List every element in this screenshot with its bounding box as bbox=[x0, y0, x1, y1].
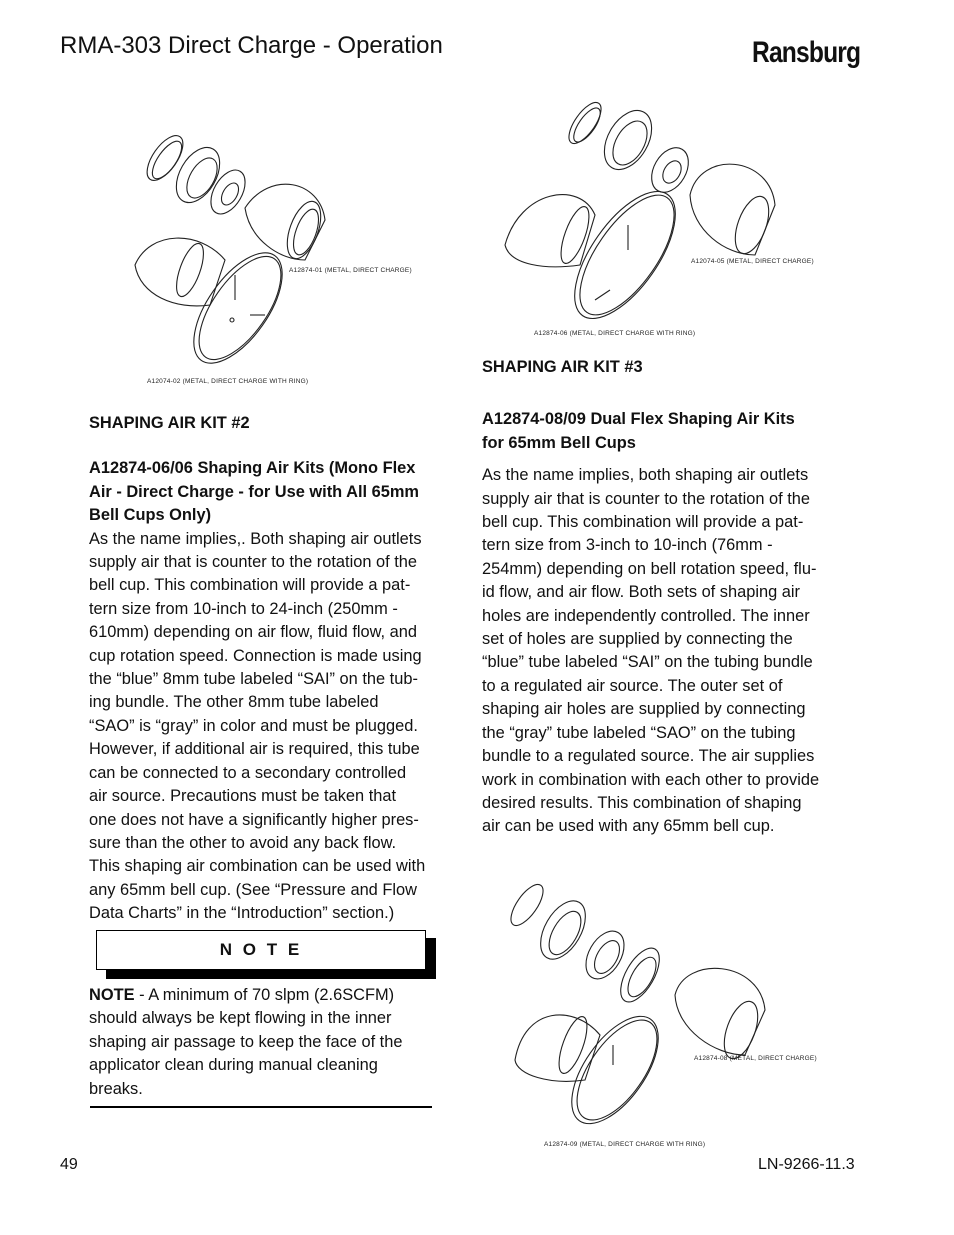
note-line: shaping air passage to keep the face of the bbox=[89, 1032, 403, 1051]
body-line: air source. Precautions must be taken that bbox=[89, 787, 397, 806]
body-line: to a regulated air source. The outer set of bbox=[482, 676, 783, 695]
body-line: id flow, and air flow. Both sets of shaping air bbox=[482, 583, 800, 602]
body-line: tern size from 3-inch to 10-inch (76mm - bbox=[482, 536, 773, 555]
note-line: should always be kept flowing in the inner bbox=[89, 1009, 392, 1028]
subheading-line: A12874-08/09 Dual Flex Shaping Air Kits bbox=[482, 410, 795, 429]
subheading-line: Bell Cups Only) bbox=[89, 506, 212, 525]
figure-caption: A12874-06 (METAL, DIRECT CHARGE WITH RING) bbox=[534, 330, 696, 337]
left-column bbox=[89, 412, 449, 926]
exploded-view-figure-1 bbox=[120, 120, 420, 370]
exploded-view-figure-3 bbox=[505, 875, 805, 1135]
body-line: set of holes are supplied by connecting the bbox=[482, 630, 793, 649]
note-line: - A minimum of 70 slpm (2.6SCFM) bbox=[134, 986, 395, 1004]
body-line: air can be used with any 65mm bell cup. bbox=[482, 817, 775, 836]
body-line: 610mm) depending on air flow, fluid flow, and bbox=[89, 623, 418, 642]
body-line: one does not have a significantly higher pres- bbox=[89, 810, 419, 829]
body-line: As the name implies, both shaping air outlets bbox=[482, 466, 809, 485]
note-title: N O T E bbox=[219, 940, 303, 959]
figure-caption: A12874-08 (METAL, DIRECT CHARGE) bbox=[694, 1055, 817, 1062]
subheading-line: Air - Direct Charge - for Use with All 65mm bbox=[89, 482, 420, 501]
body-line: sure than the other to avoid any back flow. bbox=[89, 833, 397, 852]
body-line: the “blue” 8mm tube labeled “SAI” on the tub- bbox=[89, 670, 418, 689]
note-text bbox=[89, 984, 449, 1101]
note-label: NOTE bbox=[89, 986, 135, 1004]
brand-logo: Ransburg bbox=[752, 36, 861, 69]
section-heading-kit-3: SHAPING AIR KIT #3 bbox=[482, 358, 643, 376]
body-line: bell cup. This combination will provide a pat- bbox=[89, 576, 411, 595]
note-box bbox=[96, 930, 426, 970]
body-line: cup rotation speed. Connection is made using bbox=[89, 646, 422, 665]
page-title: RMA-303 Direct Charge - Operation bbox=[60, 32, 443, 59]
body-line: As the name implies,. Both shaping air outlets bbox=[89, 529, 422, 548]
body-line: However, if additional air is required, this tube bbox=[89, 740, 420, 759]
document-number: LN-9266-11.3 bbox=[758, 1156, 855, 1173]
body-line: “SAO” is “gray” in color and must be plugged. bbox=[89, 716, 418, 735]
body-line: the “gray” tube labeled “SAO” on the tubing bbox=[482, 723, 796, 742]
body-line: tern size from 10-inch to 24-inch (250mm - bbox=[89, 599, 398, 618]
figure-caption: A12074-02 (METAL, DIRECT CHARGE WITH RING) bbox=[147, 378, 309, 385]
body-line: ing bundle. The other 8mm tube labeled bbox=[89, 693, 379, 712]
note-line: breaks. bbox=[89, 1079, 143, 1098]
body-line: bundle to a regulated source. The air supplies bbox=[482, 747, 815, 766]
subheading-line: for 65mm Bell Cups bbox=[482, 433, 636, 452]
body-paragraph bbox=[89, 528, 449, 926]
figure-caption: A12874-01 (METAL, DIRECT CHARGE) bbox=[289, 267, 412, 274]
body-line: any 65mm bell cup. (See “Pressure and Flow bbox=[89, 880, 417, 899]
body-line: supply air that is counter to the rotation of the bbox=[482, 489, 811, 508]
subheading-line: A12874-06/06 Shaping Air Kits (Mono Flex bbox=[89, 459, 416, 478]
body-line: “blue” tube labeled “SAI” on the tubing bundle bbox=[482, 653, 813, 672]
subheading-kit-3 bbox=[482, 408, 862, 455]
subheading-kit-2 bbox=[89, 457, 449, 527]
right-column bbox=[482, 356, 862, 839]
body-line: 254mm) depending on bell rotation speed, flu- bbox=[482, 559, 817, 578]
section-divider bbox=[90, 1106, 432, 1108]
section-heading-kit-2: SHAPING AIR KIT #2 bbox=[89, 414, 250, 432]
body-line: holes are independently controlled. The inner bbox=[482, 606, 810, 625]
body-line: can be connected to a secondary controlled bbox=[89, 763, 407, 782]
exploded-view-figure-2 bbox=[500, 95, 800, 330]
note-line: applicator clean during manual cleaning bbox=[89, 1056, 378, 1075]
figure-caption: A12874-09 (METAL, DIRECT CHARGE WITH RING) bbox=[544, 1141, 706, 1148]
page-number: 49 bbox=[60, 1156, 78, 1173]
body-line: Data Charts” in the “Introduction” section.) bbox=[89, 904, 395, 923]
figure-caption: A12074-05 (METAL, DIRECT CHARGE) bbox=[691, 258, 814, 265]
body-line: work in combination with each other to provide bbox=[482, 770, 820, 789]
body-line: desired results. This combination of shaping bbox=[482, 793, 802, 812]
body-line: This shaping air combination can be used with bbox=[89, 857, 426, 876]
body-line: shaping air holes are supplied by connecting bbox=[482, 700, 806, 719]
body-paragraph bbox=[482, 464, 862, 839]
body-line: supply air that is counter to the rotation of the bbox=[89, 553, 418, 572]
body-line: bell cup. This combination will provide a pat- bbox=[482, 513, 804, 532]
